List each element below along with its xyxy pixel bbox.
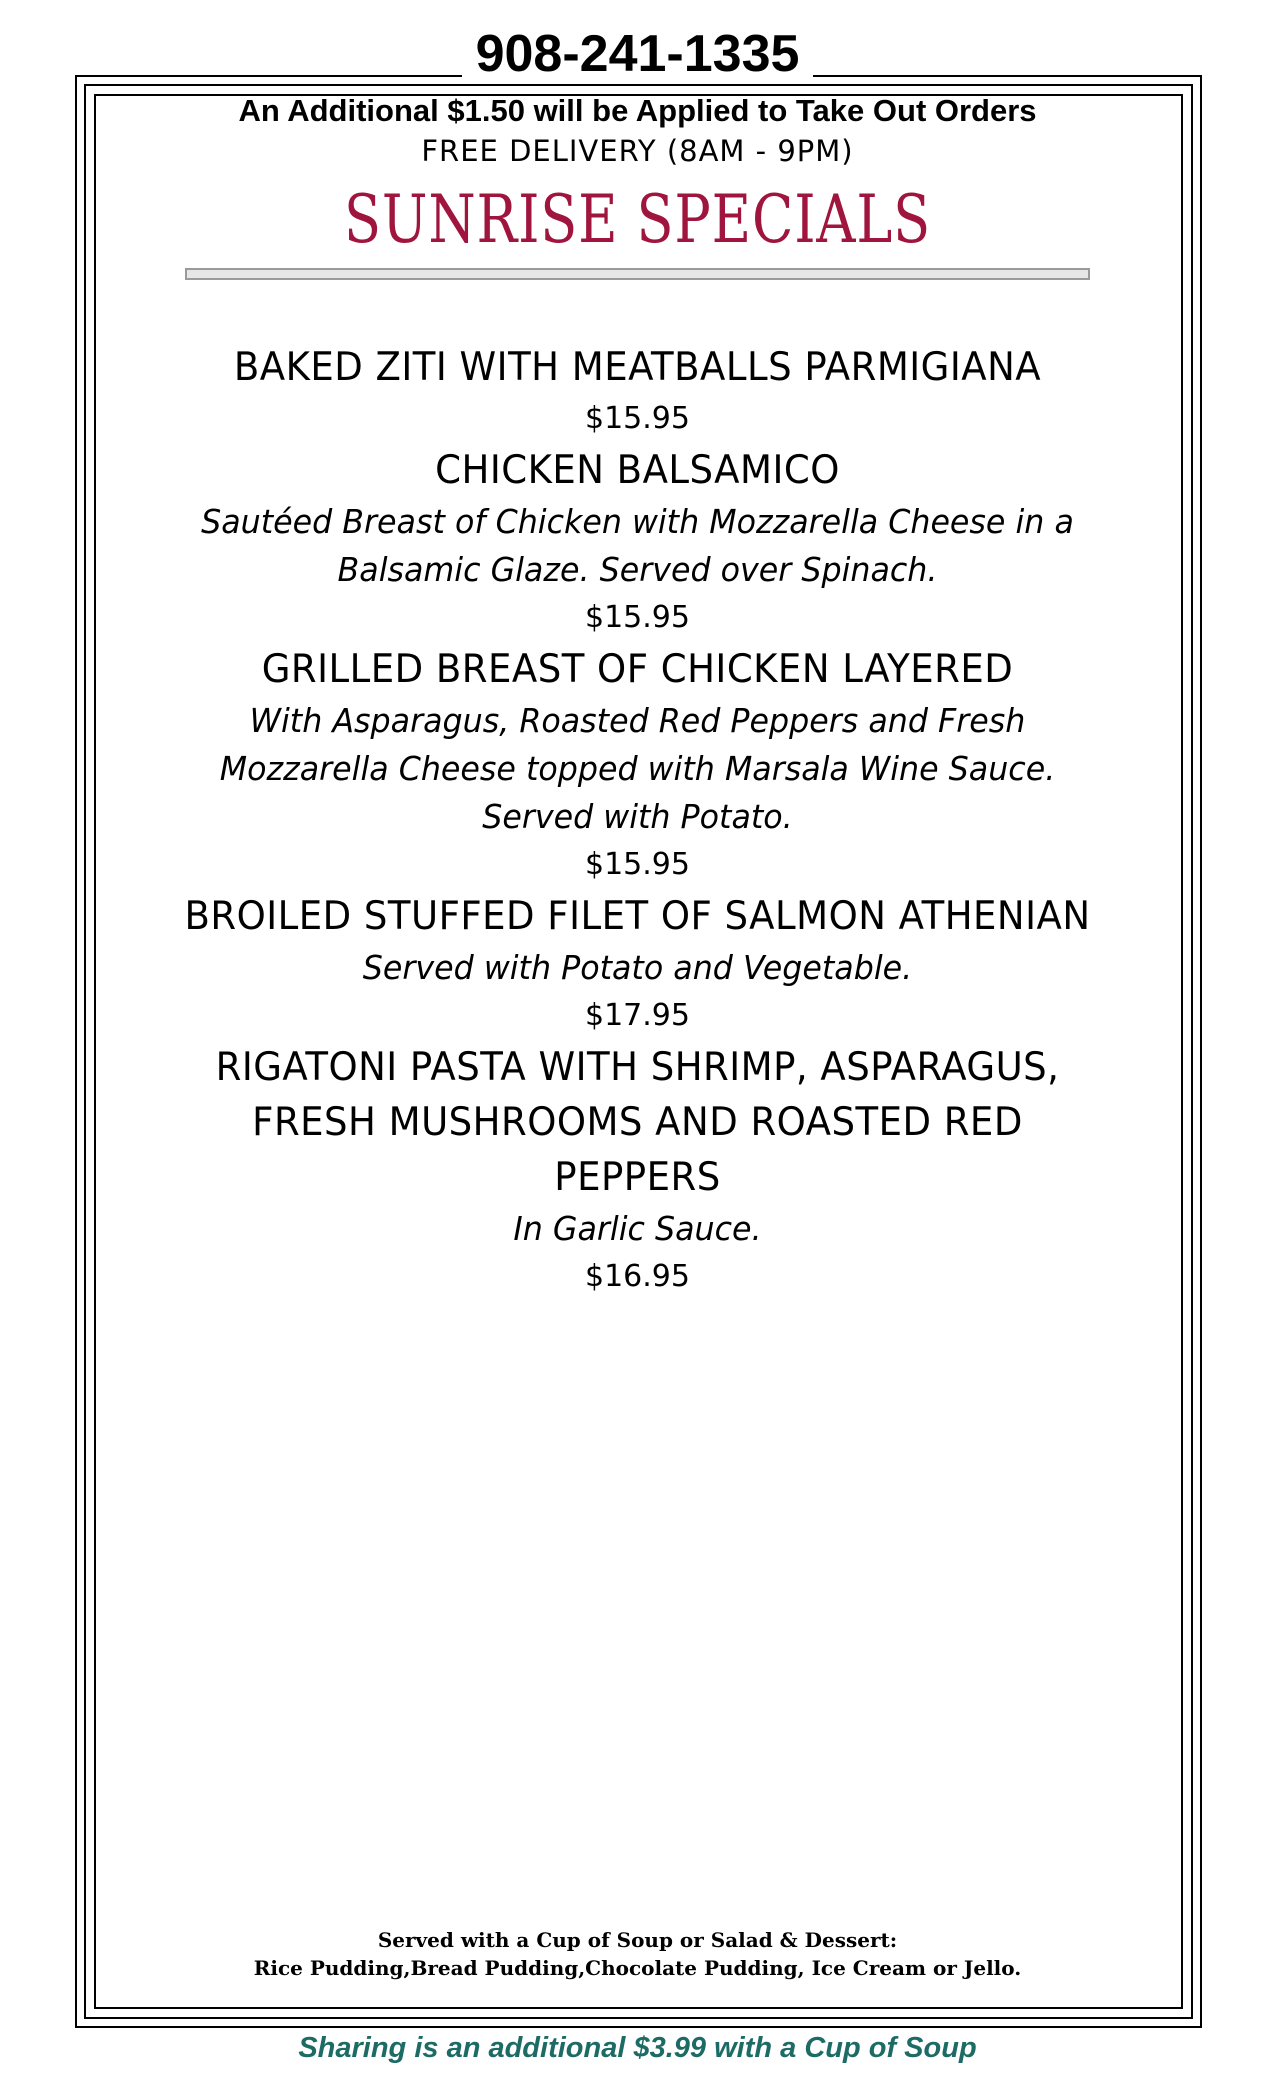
menu-item-name: BAKED ZITI WITH MEATBALLS PARMIGIANA	[233, 345, 1042, 390]
menu-item	[150, 889, 1125, 1040]
menu-item-price: $17.95	[585, 998, 690, 1033]
menu-list	[150, 340, 1125, 1301]
menu-item-name: RIGATONI PASTA WITH SHRIMP, ASPARAGUS, FRESH MUSHROOMS AND ROASTED RED PEPPERS	[215, 1045, 1060, 1200]
menu-item	[150, 1040, 1125, 1301]
menu-item-description: Served with Potato and Vegetable.	[362, 948, 913, 987]
dessert-options-line: Rice Pudding,Bread Pudding,Chocolate Pudding, Ice Cream or Jello.	[253, 1956, 1022, 1980]
menu-item-price: $16.95	[585, 1259, 690, 1294]
phone-number	[0, 24, 1275, 84]
menu-item-description: With Asparagus, Roasted Red Peppers and Fresh Mozzarella Cheese topped with Marsala Wine Sauce. Served with Potato.	[219, 701, 1056, 836]
served-with-note	[0, 1926, 1275, 1982]
delivery-hours: FREE DELIVERY (8AM - 9PM)	[421, 134, 854, 168]
menu-item	[150, 340, 1125, 443]
menu-item	[150, 642, 1125, 889]
menu-item-price: $15.95	[585, 847, 690, 882]
menu-item-name: BROILED STUFFED FILET OF SALMON ATHENIAN	[184, 894, 1091, 939]
menu-item-name: CHICKEN BALSAMICO	[435, 448, 840, 493]
sharing-charge-note: Sharing is an additional $3.99 with a Cup of Soup	[298, 2032, 977, 2064]
page-title: SUNRISE SPECIALS	[344, 181, 931, 258]
phone-number-text: 908-241-1335	[462, 25, 814, 83]
menu-item-price: $15.95	[585, 401, 690, 436]
menu-item-name: GRILLED BREAST OF CHICKEN LAYERED	[261, 647, 1014, 692]
menu-item-description: In Garlic Sauce.	[513, 1209, 762, 1248]
served-with-line: Served with a Cup of Soup or Salad & Dessert:	[377, 1928, 898, 1952]
title-divider	[185, 268, 1090, 280]
menu-item-description: Sautéed Breast of Chicken with Mozzarella Cheese in a Balsamic Glaze. Served over Spinach.	[201, 502, 1074, 589]
menu-item	[150, 443, 1125, 642]
takeout-notice: An Additional $1.50 will be Applied to Take Out Orders	[238, 93, 1037, 128]
menu-item-price: $15.95	[585, 600, 690, 635]
